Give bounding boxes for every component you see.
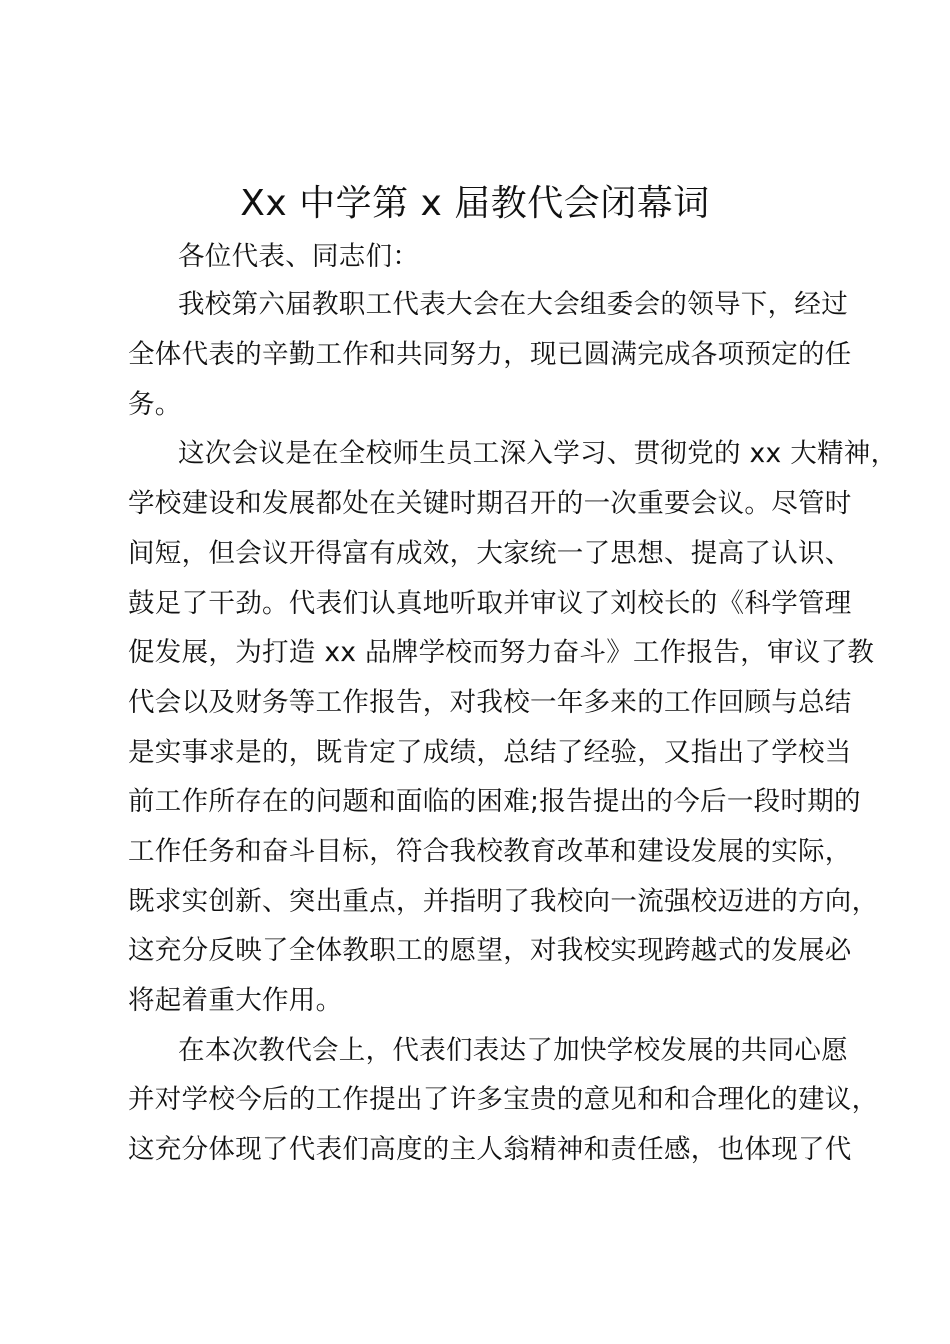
paragraph-line: 这充分反映了全体教职工的愿望，对我校实现跨越式的发展必 [128, 935, 852, 966]
paragraph-line: 这次会议是在全校师生员工深入学习、贯彻党的 xx 大精神， [178, 438, 898, 469]
document-title: Xx 中学第 x 届教代会闭幕词 [240, 183, 710, 224]
paragraph-line: 促发展，为打造 xx 品牌学校而努力奋斗》工作报告，审议了教 [128, 637, 875, 668]
salutation-line: 各位代表、同志们： [178, 241, 420, 272]
paragraph-line: 工作任务和奋斗目标，符合我校教育改革和建设发展的实际， [128, 836, 852, 867]
paragraph-line: 将起着重大作用。 [128, 985, 343, 1016]
paragraph-line: 在本次教代会上，代表们表达了加快学校发展的共同心愿 [178, 1035, 848, 1066]
paragraph-line: 是实事求是的，既肯定了成绩，总结了经验，又指出了学校当 [128, 737, 852, 768]
paragraph-line: 间短，但会议开得富有成效，大家统一了思想、提高了认识、 [128, 538, 852, 569]
paragraph-line: 这充分体现了代表们高度的主人翁精神和责任感，也体现了代 [128, 1134, 852, 1165]
paragraph-line: 既求实创新、突出重点，并指明了我校向一流强校迈进的方向， [128, 886, 879, 917]
paragraph-line: 并对学校今后的工作提出了许多宝贵的意见和和合理化的建议， [128, 1084, 879, 1115]
paragraph-line: 务。 [128, 389, 182, 420]
paragraph-line: 鼓足了干劲。代表们认真地听取并审议了刘校长的《科学管理 [128, 588, 852, 619]
paragraph-line: 我校第六届教职工代表大会在大会组委会的领导下，经过 [178, 289, 848, 320]
paragraph-line: 全体代表的辛勤工作和共同努力，现已圆满完成各项预定的任 [128, 339, 852, 370]
paragraph-line: 代会以及财务等工作报告，对我校一年多来的工作回顾与总结 [128, 687, 852, 718]
paragraph-line: 前工作所存在的问题和面临的困难;报告提出的今后一段时期的 [128, 786, 861, 817]
paragraph-line: 学校建设和发展都处在关键时期召开的一次重要会议。尽管时 [128, 488, 852, 519]
